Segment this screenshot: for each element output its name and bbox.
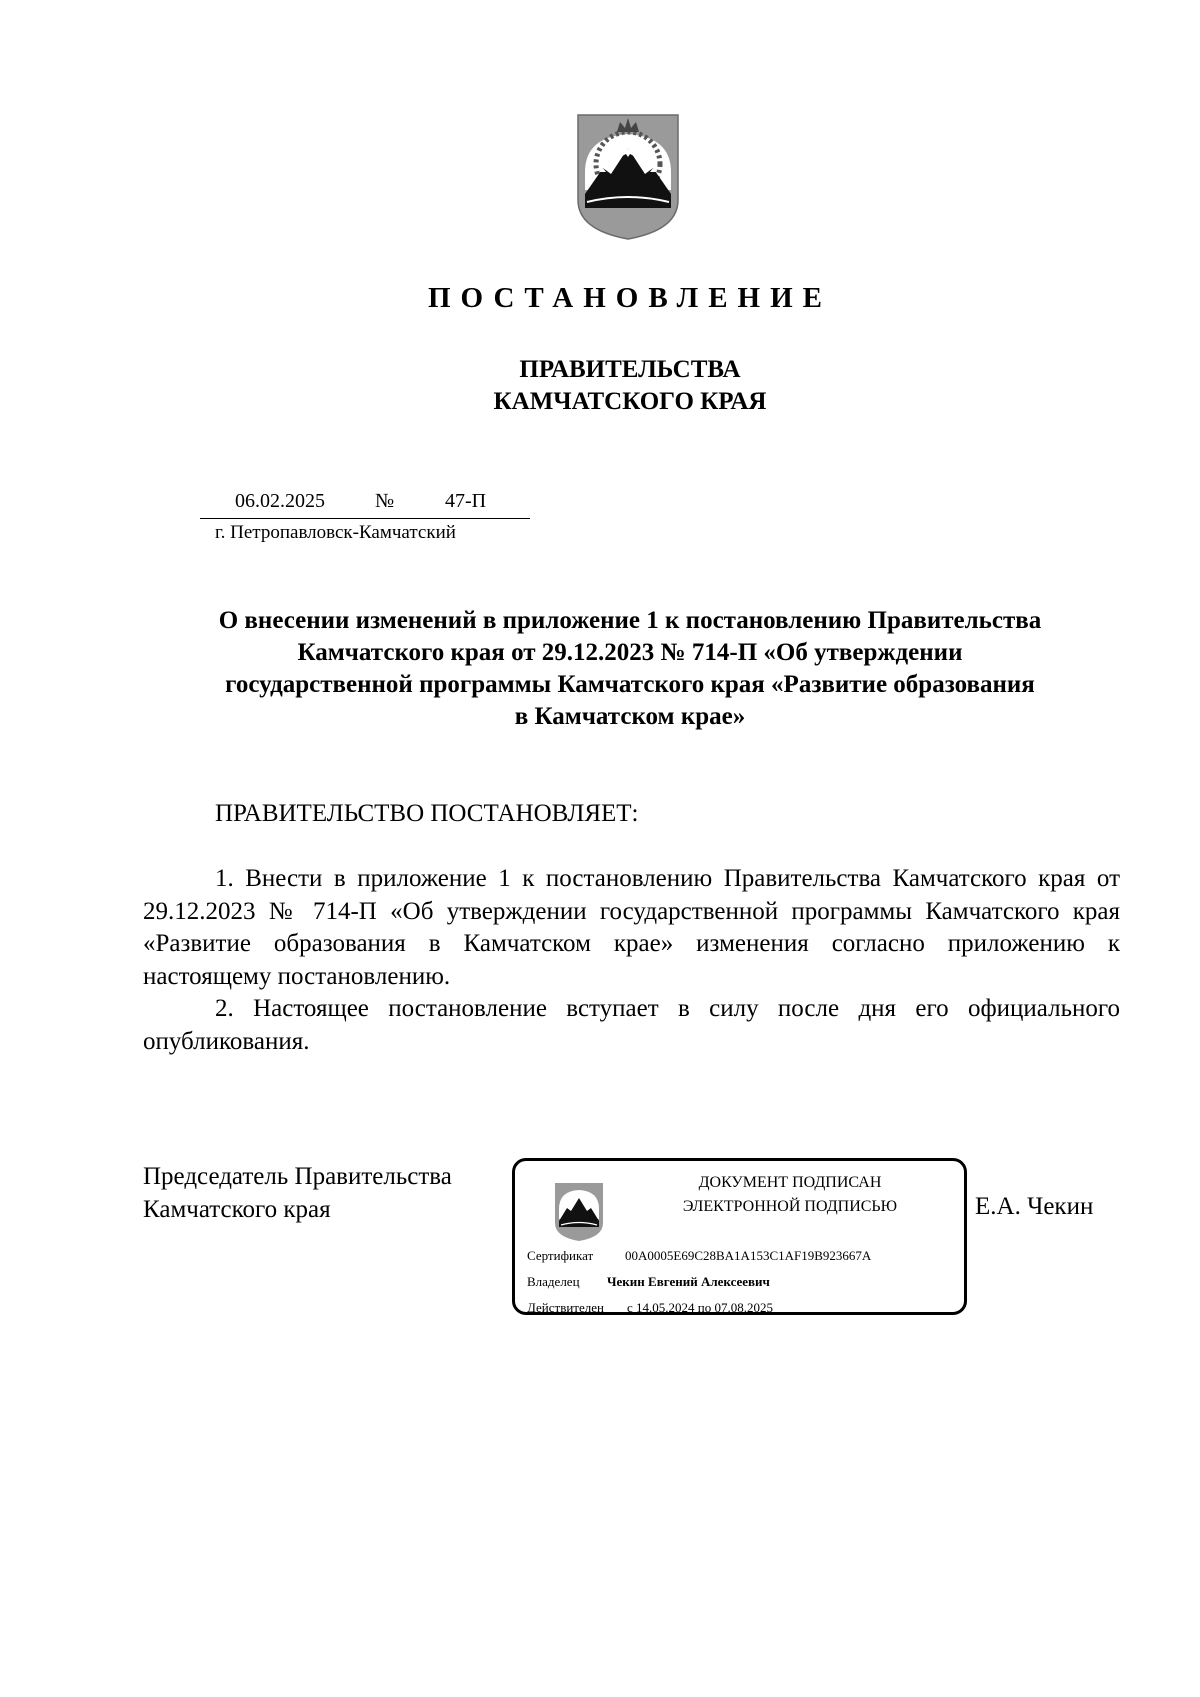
city-name: г. Петропавловск-Камчатский (215, 522, 456, 543)
signer-position (143, 1160, 452, 1226)
owner-value: Чекин Евгений Алексеевич (607, 1274, 770, 1289)
signer-name: Е.А. Чекин (975, 1193, 1094, 1220)
date-number-line (200, 490, 530, 519)
document-body (143, 863, 1120, 1058)
coat-of-arms-emblem (575, 112, 681, 242)
signer-position-line-2: Камчатского края (143, 1196, 331, 1223)
stamp-validity-row (527, 1300, 773, 1316)
electronic-signature-stamp (512, 1158, 967, 1315)
document-date: 06.02.2025 (235, 490, 325, 512)
document-number: 47-П (445, 490, 487, 512)
org-line-1: ПРАВИТЕЛЬСТВА (519, 356, 741, 383)
subject-line-1: О внесении изменений в приложение 1 к постановлению Правительства (218, 607, 1042, 634)
validity-value: с 14.05.2024 по 07.08.2025 (627, 1300, 773, 1315)
stamp-title-line-2: ЭЛЕКТРОННОЙ ПОДПИСЬЮ (682, 1198, 898, 1215)
number-sign: № (375, 490, 395, 512)
stamp-certificate-row (527, 1248, 871, 1264)
document-title: ПОСТАНОВЛЕНИЕ (427, 282, 832, 314)
stamp-title (625, 1171, 955, 1219)
stamp-emblem-icon (553, 1181, 605, 1243)
subject-line-2: Камчатского края от 29.12.2023 № 714-П «Об утверждении (297, 639, 963, 666)
stamp-title-line-1: ДОКУМЕНТ ПОДПИСАН (698, 1174, 882, 1191)
document-subject (140, 605, 1120, 733)
org-line-2: КАМЧАТСКОГО КРАЯ (493, 388, 767, 415)
stamp-owner-row (527, 1274, 770, 1290)
validity-label: Действителен (527, 1300, 604, 1315)
signer-position-line-1: Председатель Правительства (143, 1163, 452, 1190)
owner-label: Владелец (527, 1274, 580, 1289)
subject-line-4: в Камчатском крае» (514, 703, 746, 730)
subject-line-3: государственной программы Камчатского края «Развитие образования (225, 671, 1035, 698)
decree-heading: ПРАВИТЕЛЬСТВО ПОСТАНОВЛЯЕТ: (215, 800, 639, 827)
paragraph-1: 1. Внести в приложение 1 к постановлению Правительства Камчатского края от 29.12.2023 № 714-П «Об утверждении государственной программы Камчатского края «Развитие образования в Камчатском крае» изменения согласно приложению к настоящему постановлению. (143, 865, 1120, 990)
issuing-authority (0, 354, 1200, 418)
certificate-label: Сертификат (527, 1248, 594, 1263)
certificate-value: 00A0005E69C28BA1A153C1AF19B923667A (625, 1248, 872, 1263)
paragraph-2: 2. Настоящее постановление вступает в силу после дня его официального опубликования. (143, 995, 1120, 1055)
